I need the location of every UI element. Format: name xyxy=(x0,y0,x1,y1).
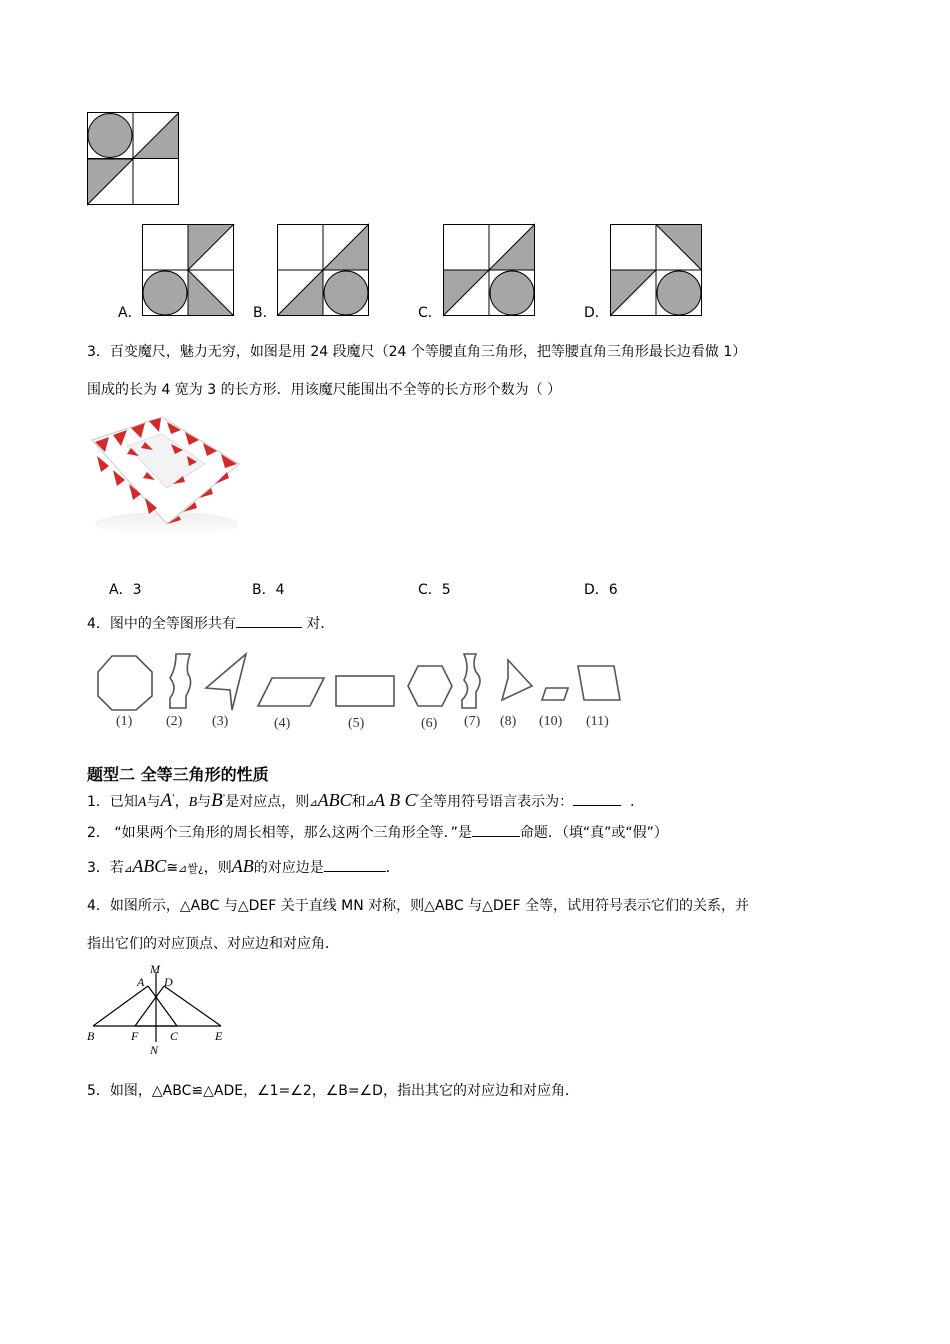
q4-label-5: (5) xyxy=(348,716,365,731)
q3-text-line2: 围成的长为 4 宽为 3 的长方形．用该魔尺能围出不全等的长方形个数为（ ） xyxy=(87,382,562,398)
s2-q3-triangle: ABC xyxy=(132,856,167,876)
q2-option-d-figure[interactable] xyxy=(610,224,702,316)
s2-q3-blank[interactable] xyxy=(324,857,386,872)
q4-text-before: 4．图中的全等图形共有 xyxy=(87,616,236,632)
s2-q1-text-a: 1．已知 xyxy=(87,794,138,810)
q2-option-a-label[interactable]: A． xyxy=(118,305,142,321)
q3-option-c[interactable]: C．5 xyxy=(418,582,451,598)
q3-text-line1: 3．百变魔尺，魅力无穷，如图是用 24 段魔尺（24 个等腰直角三角形，把等腰直角三角形最长边看做 1） xyxy=(87,344,747,360)
q4-label-6: (6) xyxy=(421,716,438,731)
s2-q3-text-c: 的对应边是 xyxy=(253,860,324,876)
q3-option-a[interactable]: A．3 xyxy=(109,582,142,598)
fig-label-c: C xyxy=(170,1029,179,1043)
point-a-prime: A xyxy=(160,790,173,811)
q2-option-b-label[interactable]: B． xyxy=(253,305,277,321)
point-a: A xyxy=(137,795,147,810)
s2-q1-and: 和 xyxy=(351,794,366,810)
s2-q3-text-b: ，则 xyxy=(203,860,232,876)
congruent-symbol: ≅ xyxy=(166,860,179,876)
fig-label-b: B xyxy=(87,1029,95,1043)
s2-q2 xyxy=(87,822,668,842)
s2-q1-with2: 与 xyxy=(197,794,212,810)
q4-label-7: (7) xyxy=(464,714,481,729)
s2-q1-blank[interactable] xyxy=(573,791,621,806)
q4-label-3: (3) xyxy=(212,714,229,729)
magic-ruler-photo xyxy=(87,412,242,542)
q4-label-1: (1) xyxy=(116,714,133,729)
q2-option-c-label[interactable]: C． xyxy=(418,305,442,321)
s2-q3-text-a: 3．若 xyxy=(87,860,124,876)
segment-ab: AB xyxy=(231,856,254,876)
q4-answer-blank[interactable] xyxy=(236,613,302,628)
s2-q1: 1．已知A与A'，B与B'是对应点，则⊿ABC和⊿A B C'全等用符号语言表示为： ． xyxy=(87,790,645,811)
q3-option-b[interactable]: B．4 xyxy=(252,582,285,598)
s2-q1-with: 与 xyxy=(146,794,161,810)
fig-label-f: F xyxy=(131,1029,139,1043)
q4-label-10: (10) xyxy=(539,714,563,729)
s2-q1-comma: ， xyxy=(174,794,189,810)
point-b-prime: B xyxy=(211,790,223,811)
fig-label-n: N xyxy=(150,1043,159,1057)
q3-option-d[interactable]: D．6 xyxy=(584,582,618,598)
s2-q4-line1: 4．如图所示，△ABC 与△DEF 关于直线 MN 对称，则△ABC 与△DEF 全等，试用符号表示它们的关系，并 xyxy=(87,898,750,914)
s2-q4-line2: 指出它们的对应顶点、对应边和对应角． xyxy=(87,936,339,952)
q2-option-a-figure[interactable] xyxy=(142,224,234,316)
triangle-abc: ABC xyxy=(317,790,352,810)
q4-label-8: (8) xyxy=(500,714,517,729)
s2-q3: 3．若⊿ABC≅⊿쌀¿，则AB的对应边是 ． xyxy=(87,856,400,876)
q4-label-11: (11) xyxy=(586,714,609,729)
fig-label-e: E xyxy=(215,1029,223,1043)
s2-q2-end: 命题．（填“真”或“假”） xyxy=(519,825,668,841)
s2-q1-end: ． xyxy=(630,794,645,810)
s2-q5: 5．如图，△ABC≌△ADE，∠1=∠2，∠B=∠D，指出其它的对应边和对应角． xyxy=(87,1083,579,1099)
s2-q1-text-b: 是对应点，则 xyxy=(225,794,310,810)
s2-q3-glyph: ⊿쌀¿ xyxy=(178,862,204,875)
s2-q1-text-c: 全等用符号语言表示为： xyxy=(419,794,574,810)
q2-option-c-figure[interactable] xyxy=(443,224,535,316)
s2-q3-end: ． xyxy=(385,860,400,876)
q4-label-2: (2) xyxy=(166,714,183,729)
s2-q2-blank[interactable] xyxy=(472,822,520,837)
q2-option-b-figure[interactable] xyxy=(277,224,369,316)
triangle-abc-prime: A B C xyxy=(374,790,417,810)
q2-reference-figure xyxy=(87,112,179,206)
s2-q2-text: 2． “如果两个三角形的周长相等，那么这两个三角形全等．”是 xyxy=(87,825,472,841)
fig-label-a: A xyxy=(137,975,145,989)
q4-label-4: (4) xyxy=(274,716,291,731)
fig-label-d: D xyxy=(164,975,173,989)
section-title: 题型二 全等三角形的性质 xyxy=(87,765,269,784)
symmetry-figure xyxy=(87,962,237,1058)
fig-label-m: M xyxy=(150,962,160,976)
q4-text xyxy=(87,613,334,633)
point-b: B xyxy=(188,795,198,810)
q2-option-d-label[interactable]: D． xyxy=(584,305,609,321)
q4-text-after: 对． xyxy=(306,616,335,632)
